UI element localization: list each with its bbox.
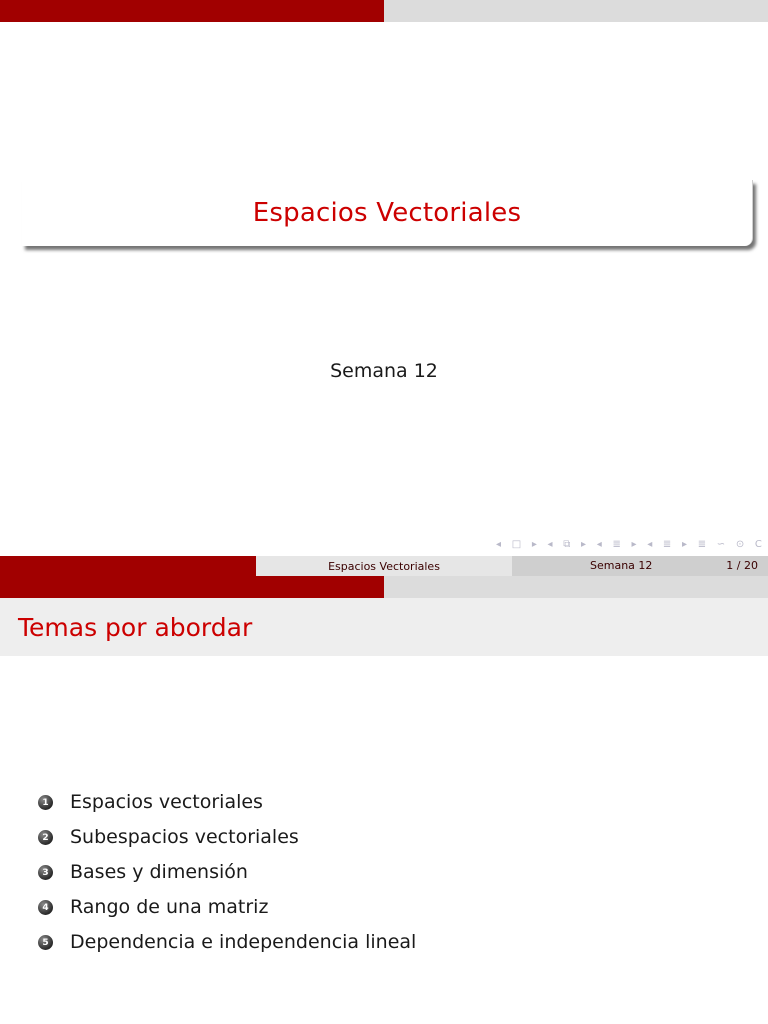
header-bar-red — [0, 576, 384, 598]
nav-prev-slide-icon[interactable]: ◂ — [547, 538, 553, 550]
nav-prev-section-icon[interactable]: ◂ — [647, 538, 653, 550]
nav-next-subsection-icon[interactable]: ▸ — [631, 538, 637, 550]
frame-title: Temas por abordar — [18, 612, 253, 642]
footline — [0, 556, 768, 576]
header-bar — [0, 0, 768, 22]
toc-item-label: Bases y dimensión — [70, 860, 248, 883]
presentation-title: Espacios Vectoriales — [252, 198, 522, 228]
nav-subsection-icon[interactable]: ≣ — [612, 538, 621, 550]
nav-back-icon[interactable]: Ϲ — [754, 538, 762, 550]
toc-item-label: Rango de una matriz — [70, 895, 269, 918]
item-number-icon: 2 — [38, 830, 53, 845]
item-number-icon: 4 — [38, 900, 53, 915]
table-of-contents — [38, 784, 416, 959]
nav-slide-icon[interactable]: ⧉ — [563, 538, 571, 550]
footer-author-block — [0, 556, 256, 576]
nav-zoom-icon[interactable]: ⊙ — [735, 538, 745, 550]
nav-prev-subsection-icon[interactable]: ◂ — [596, 538, 602, 550]
toc-item[interactable] — [38, 889, 416, 924]
toc-item[interactable] — [38, 924, 416, 959]
navigation-symbols[interactable] — [496, 537, 762, 551]
toc-item-label: Subespacios vectoriales — [70, 825, 299, 848]
footer-title-block — [256, 556, 512, 576]
header-bar-gray — [384, 576, 768, 598]
header-bar-red — [0, 0, 384, 22]
nav-search-icon[interactable]: ∽ — [716, 538, 726, 550]
nav-prev-frame-icon[interactable]: ◂ — [496, 538, 502, 550]
toc-item-label: Espacios vectoriales — [70, 790, 263, 813]
toc-item[interactable] — [38, 784, 416, 819]
footer-section: Semana 12 — [590, 559, 653, 572]
toc-item[interactable] — [38, 819, 416, 854]
title-box — [22, 180, 753, 246]
toc-item-label: Dependencia e independencia lineal — [70, 930, 417, 953]
toc-item[interactable] — [38, 854, 416, 889]
item-number-icon: 1 — [38, 795, 53, 810]
nav-frame-icon[interactable]: □ — [511, 538, 522, 550]
footer-title: Espacios Vectoriales — [328, 559, 440, 573]
nav-next-frame-icon[interactable]: ▸ — [531, 538, 537, 550]
outline-slide — [0, 576, 768, 1024]
item-number-icon: 5 — [38, 935, 53, 950]
footer-page-number: 1 / 20 — [726, 559, 758, 572]
nav-document-icon[interactable]: ≣ — [697, 538, 707, 550]
header-bar — [0, 576, 768, 598]
nav-next-slide-icon[interactable]: ▸ — [581, 538, 587, 550]
nav-next-section-icon[interactable]: ▸ — [681, 538, 688, 550]
nav-section-icon[interactable]: ≣ — [662, 538, 672, 550]
header-bar-gray — [384, 0, 768, 22]
item-number-icon: 3 — [38, 865, 53, 880]
presentation-subtitle: Semana 12 — [330, 360, 438, 382]
footer-info-block — [512, 556, 768, 576]
frame-title-bar — [0, 598, 768, 656]
